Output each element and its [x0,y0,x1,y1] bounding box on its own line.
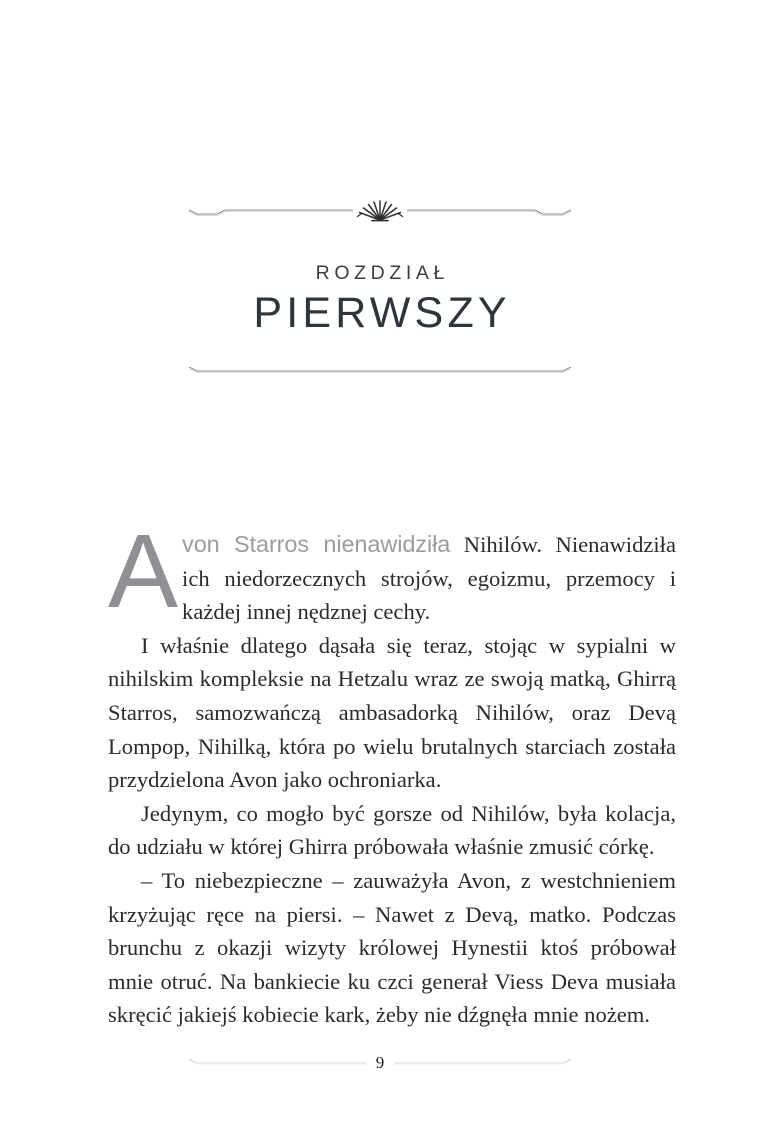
header-rule-bottom [187,362,573,380]
chapter-body [108,513,676,1032]
paragraph-1-text: Nihilów. Nienawidziła ich niedorzecznych strojów, egoizmu, przemocy i każdej innej nędznej cechy. [182,532,676,625]
lead-in-text: von Starros nienawidziła [182,531,451,557]
page-footer [0,1055,760,1071]
fan-shell-ornament [352,193,408,225]
drop-cap: A [108,513,179,630]
page-number: 9 [367,1053,394,1073]
paragraph-2: I właśnie dlatego dąsała się teraz, stojąc w sypialni w nihilskim kompleksie na Hetzalu wraz ze swoją matką, Ghirrą Starros, samozwańczą ambasadorką Nihilów, oraz Devą Lompop, Nihilką, która po wielu brutalnych starciach została przydzielona Avon jako ochroniarka. [108,632,676,793]
paragraph-3: Jedynym, co mogło być gorsze od Nihilów, była kolacja, do udziału w której Ghirra próbowała właśnie zmusić córkę. [108,800,676,860]
paragraph-4: – To niebezpieczne – zauważyła Avon, z westchnieniem krzyżując ręce na piersi. – Nawet z Devą, matko. Podczas brunchu z okazji wizyty królowej Hynestii ktoś próbował mnie otruć. Na bankiecie ku czci generał Viess Deva musiała skręcić jakiejś kobiecie kark, żeby nie dźgnęła mnie nożem. [108,867,676,1028]
header-rule-top [187,205,573,237]
header-rule-top-right-segment [407,205,573,223]
chapter-header [0,205,760,380]
header-rule-top-left-segment [187,205,353,223]
chapter-kicker: ROZDZIAŁ [315,262,449,284]
footer-rule [187,1055,573,1071]
paragraph-1 [108,513,676,630]
chapter-title: PIERWSZY [253,289,511,337]
